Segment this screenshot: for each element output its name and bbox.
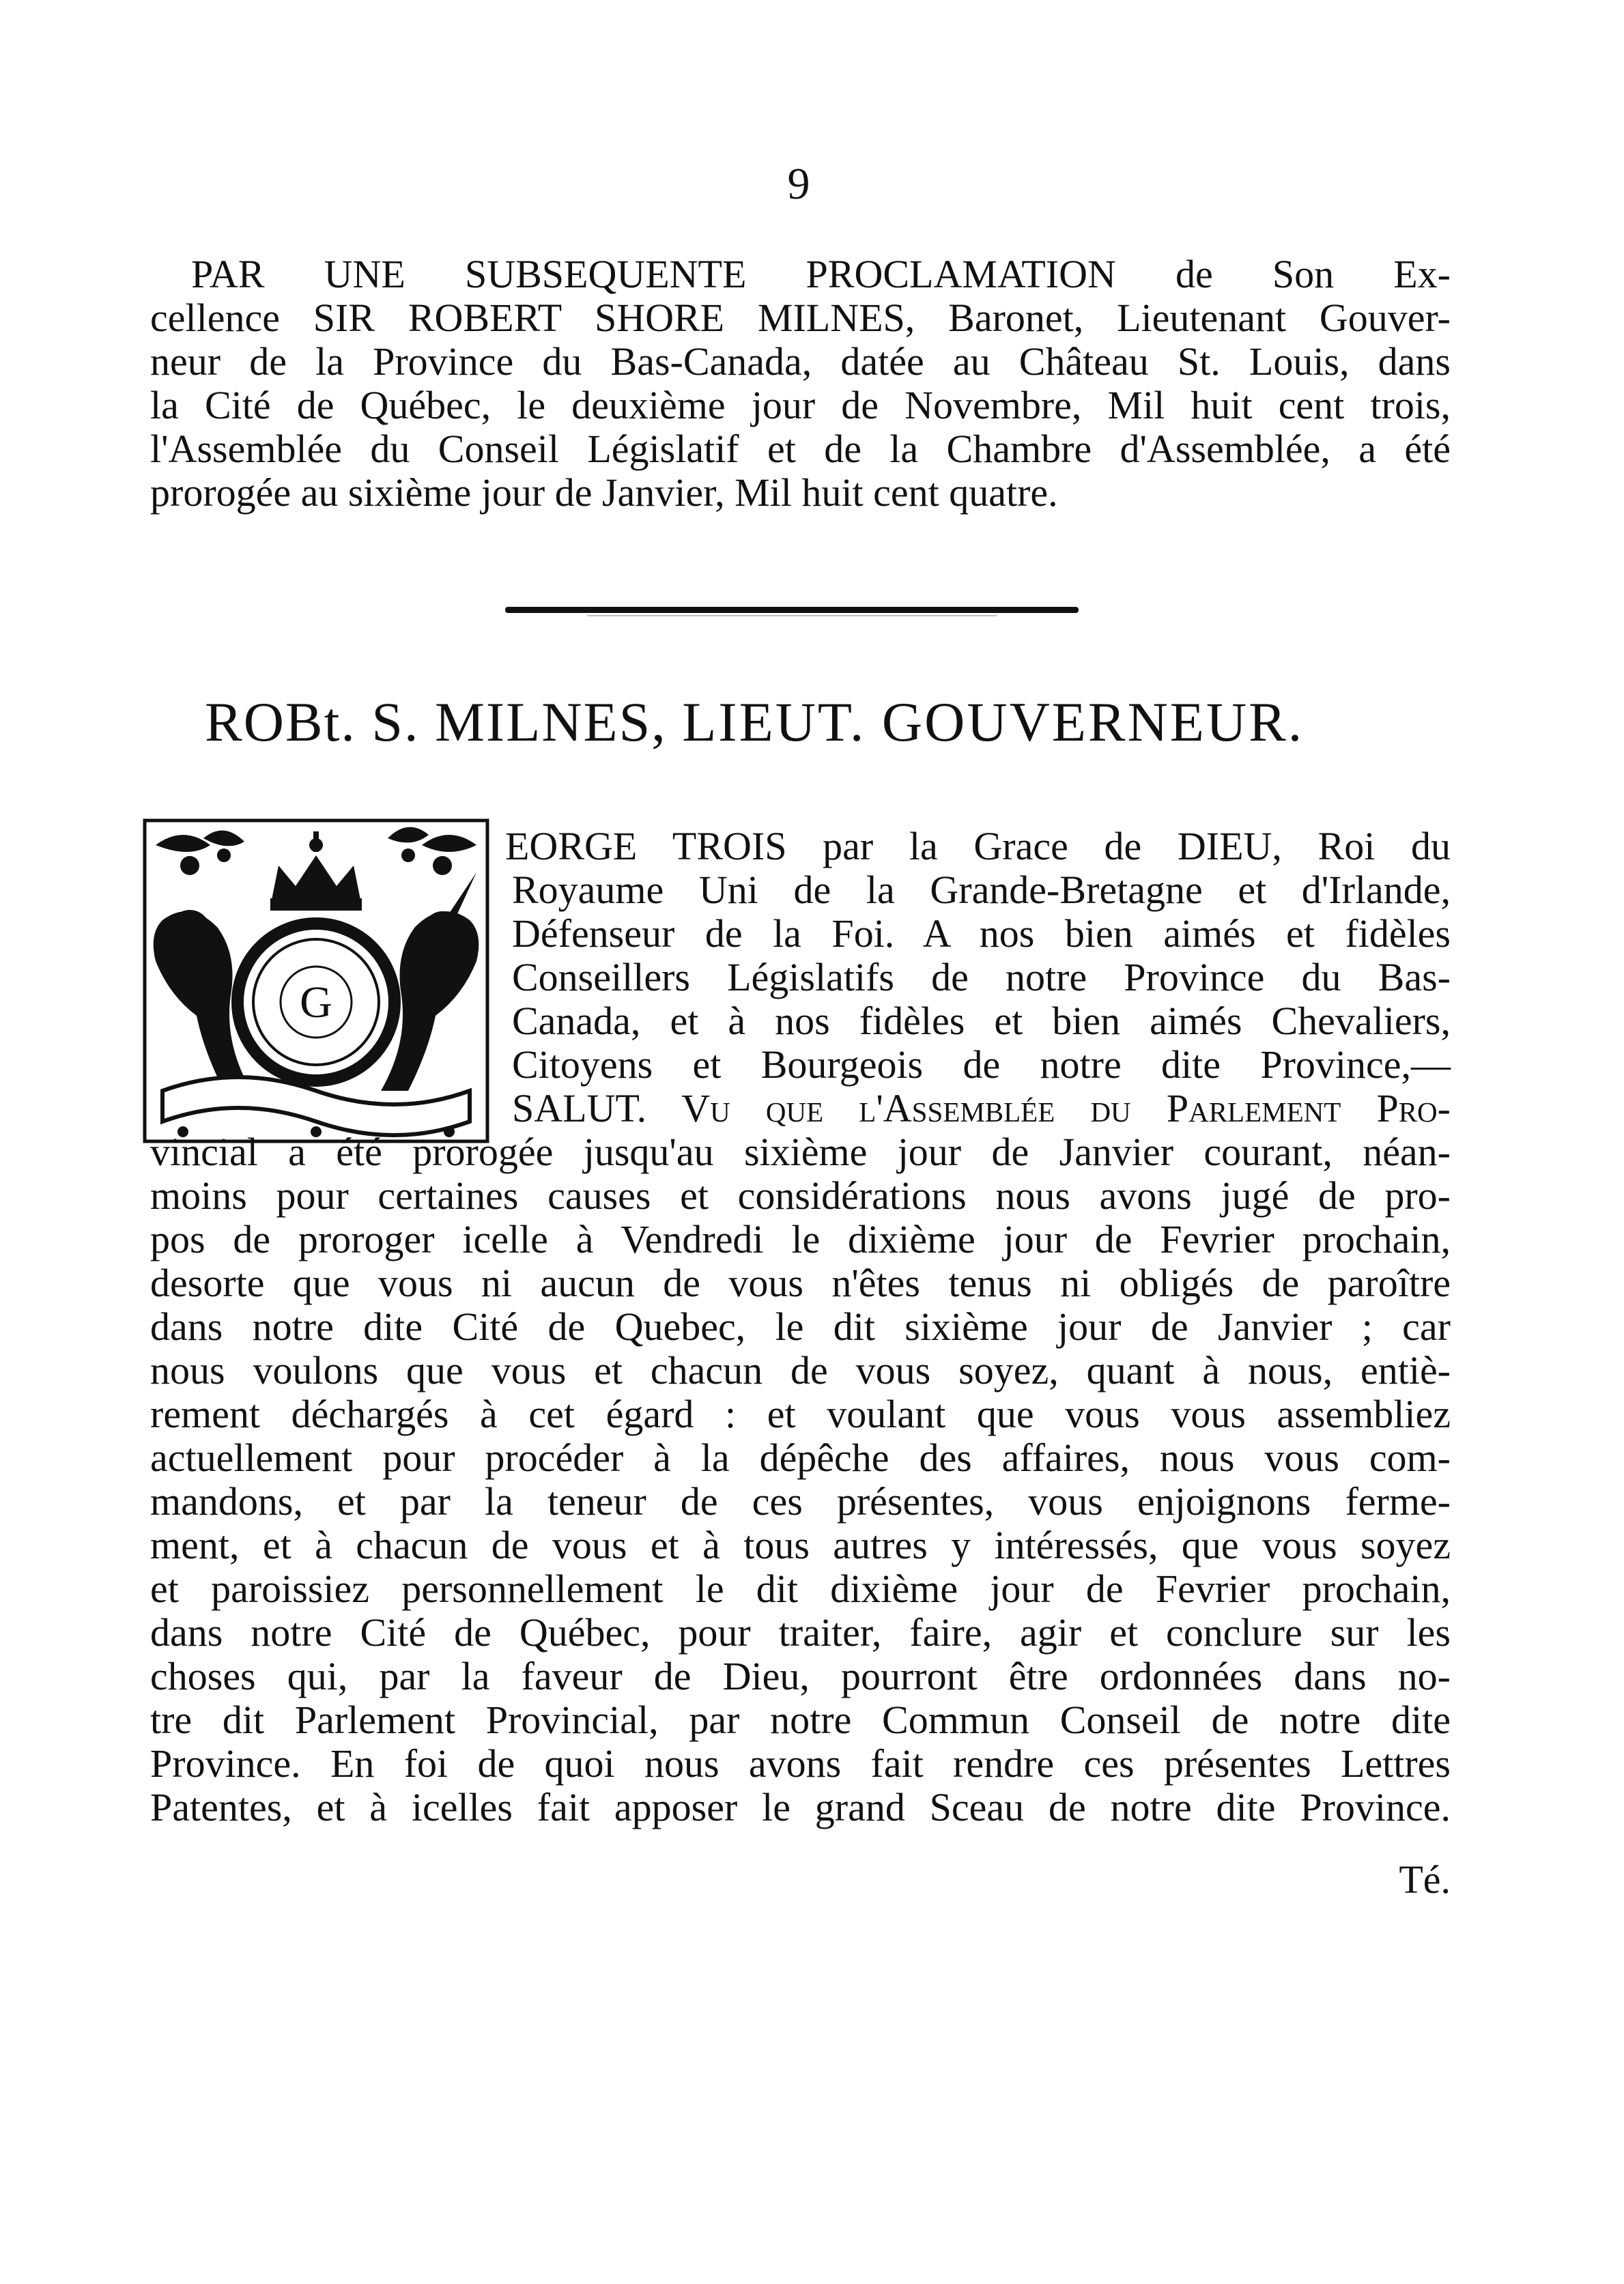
proclamation-line: cellence SIR ROBERT SHORE MILNES, Baronet, Lieutenant Gouver-: [150, 296, 1451, 340]
proclamation-line: prorogée au sixième jour de Janvier, Mil huit cent quatre.: [150, 470, 1058, 515]
arms-initial: G: [300, 977, 332, 1027]
letters-patent-line: dans notre Cité de Québec, pour traiter, faire, agir et conclure sur les: [150, 1610, 1451, 1655]
proclamation-line: la Cité de Québec, le deuxième jour de Novembre, Mil huit cent trois,: [150, 383, 1451, 427]
letters-patent-line: ment, et à chacun de vous et à tous autres y intéressés, que vous soyez: [150, 1523, 1451, 1567]
letters-patent-paragraph: [150, 825, 1451, 1829]
letters-patent-line: rement déchargés à cet égard : et voulant que vous vous assembliez: [150, 1392, 1451, 1436]
proclamation-paragraph: [150, 253, 1451, 515]
catchword: Té.: [1399, 1857, 1451, 1902]
governor-heading: [205, 688, 1365, 756]
section-divider: [505, 607, 1079, 613]
letters-patent-line: tre dit Parlement Provincial, par notre Commun Conseil de notre dite: [150, 1698, 1451, 1742]
letters-patent-line: Conseillers Législatifs de notre Province du Bas-: [512, 955, 1451, 999]
letters-patent-line: Défenseur de la Foi. A nos bien aimés et fidèles: [512, 911, 1451, 956]
proclamation-line: PAR UNE SUBSEQUENTE PROCLAMATION de Son Ex-: [191, 252, 1451, 296]
letters-patent-line: nous voulons que vous et chacun de vous soyez, quant à nous, entiè-: [150, 1348, 1451, 1393]
letters-patent-line: Canada, et à nos fidèles et bien aimés Chevaliers,: [512, 999, 1451, 1043]
proclamation-line: l'Assemblée du Conseil Législatif et de la Chambre d'Assemblée, a été: [150, 427, 1451, 471]
letters-patent-line: dans notre dite Cité de Quebec, le dit sixième jour de Janvier ; car: [150, 1304, 1451, 1349]
governor-title: LIEUT. GOUVERNEUR.: [682, 691, 1305, 753]
letters-patent-line: moins pour certaines causes et considérations nous avons jugé de pro-: [150, 1173, 1451, 1218]
letters-patent-line: pos de proroger icelle à Vendredi le dixième jour de Fevrier prochain,: [150, 1217, 1451, 1261]
letters-patent-line: Royaume Uni de la Grande-Bretagne et d'Irlande,: [512, 868, 1451, 912]
letters-patent-line: actuellement pour procéder à la dépêche des affaires, nous vous com-: [150, 1436, 1451, 1480]
letters-patent-line: et paroissiez personnellement le dit dixième jour de Fevrier prochain,: [150, 1567, 1451, 1611]
letters-patent-line: desorte que vous ni aucun de vous n'êtes tenus ni obligés de paroître: [150, 1261, 1451, 1305]
letters-patent-line: choses qui, par la faveur de Dieu, pourront être ordonnées dans no-: [150, 1654, 1451, 1698]
governor-name: ROBt. S. MILNES,: [205, 691, 667, 753]
letters-patent-line: Patentes, et à icelles fait apposer le grand Sceau de notre dite Province.: [150, 1785, 1451, 1829]
proclamation-line: neur de la Province du Bas-Canada, datée au Château St. Louis, dans: [150, 339, 1451, 384]
letters-patent-line: vincial a été prorogée jusqu'au sixième jour de Janvier courant, néan-: [150, 1130, 1451, 1174]
letters-patent-line: Province. En foi de quoi nous avons fait rendre ces présentes Lettres: [150, 1741, 1451, 1786]
letters-patent-line: mandons, et par la teneur de ces présentes, vous enjoignons ferme-: [150, 1479, 1451, 1524]
letters-patent-line: Citoyens et Bourgeois de notre dite Province,—: [512, 1042, 1451, 1087]
letters-patent-line: EORGE TROIS par la Grace de DIEU, Roi du: [505, 824, 1451, 868]
letters-patent-line: SALUT. Vu que l'Assemblée du Parlement Pro-: [512, 1086, 1451, 1130]
page-number: 9: [787, 159, 810, 209]
